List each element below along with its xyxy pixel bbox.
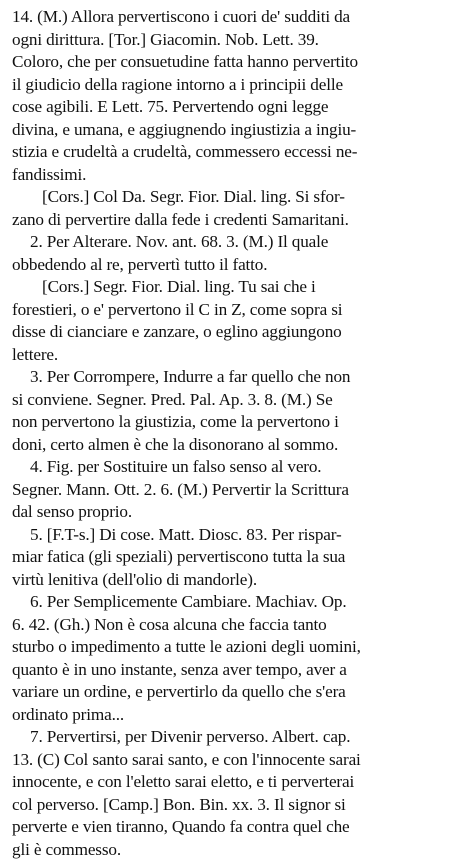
entry-line: lettere. <box>12 344 462 367</box>
entry-line: sturbo o impedimento a tutte le azioni degli uomini, <box>12 636 462 659</box>
entry-line: 14. (M.) Allora pervertiscono i cuori de' sudditi da <box>12 6 462 29</box>
entry-line: innocente, e con l'eletto sarai eletto, e ti perverterai <box>12 771 462 794</box>
entry-line: 2. Per Alterare. Nov. ant. 68. 3. (M.) Il quale <box>12 231 462 254</box>
entry-line: Segner. Mann. Ott. 2. 6. (M.) Pervertir la Scrittura <box>12 479 462 502</box>
entry-line: fandissimi. <box>12 164 462 187</box>
entry-line: virtù lenitiva (dell'olio di mandorle). <box>12 569 462 592</box>
entry-line: si conviene. Segner. Pred. Pal. Ap. 3. 8. (M.) Se <box>12 389 462 412</box>
entry-line: il giudicio della ragione intorno a i principii delle <box>12 74 462 97</box>
entry-line: quanto è in uno instante, senza aver tempo, aver a <box>12 659 462 682</box>
entry-line: 7. Pervertirsi, per Divenir perverso. Albert. cap. <box>12 726 462 749</box>
entry-line: doni, certo almen è che la disonorano al sommo. <box>12 434 462 457</box>
entry-line: [Cors.] Segr. Fior. Dial. ling. Tu sai che i <box>12 276 462 299</box>
entry-line: divina, e umana, e aggiugnendo ingiustizia a ingiu- <box>12 119 462 142</box>
entry-line: 6. 42. (Gh.) Non è cosa alcuna che faccia tanto <box>12 614 462 637</box>
entry-line: col perverso. [Camp.] Bon. Bin. xx. 3. Il signor si <box>12 794 462 817</box>
entry-line: stizia e crudeltà a crudeltà, commessero eccessi ne- <box>12 141 462 164</box>
entry-line: forestieri, o e' pervertono il C in Z, come sopra si <box>12 299 462 322</box>
entry-line: disse di cianciare e zanzare, o eglino aggiungono <box>12 321 462 344</box>
entry-line: non pervertono la giustizia, come la pervertono i <box>12 411 462 434</box>
entry-line: 3. Per Corrompere, Indurre a far quello che non <box>12 366 462 389</box>
entry-line: variare un ordine, e pervertirlo da quello che s'era <box>12 681 462 704</box>
entry-line: gli è commesso. <box>12 839 462 861</box>
entry-line: zano di pervertire dalla fede i credenti Samaritani. <box>12 209 462 232</box>
entry-line: miar fatica (gli speziali) pervertiscono tutta la sua <box>12 546 462 569</box>
entry-line: perverte e vien tiranno, Quando fa contra quel che <box>12 816 462 839</box>
entry-line: ogni dirittura. [Tor.] Giacomin. Nob. Lett. 39. <box>12 29 462 52</box>
entry-line: 13. (C) Col santo sarai santo, e con l'innocente sarai <box>12 749 462 772</box>
entry-line: cose agibili. E Lett. 75. Pervertendo ogni legge <box>12 96 462 119</box>
entry-line: [Cors.] Col Da. Segr. Fior. Dial. ling. Si sfor- <box>12 186 462 209</box>
entry-line: ordinato prima... <box>12 704 462 727</box>
entry-line: obbedendo al re, pervertì tutto il fatto. <box>12 254 462 277</box>
entry-line: dal senso proprio. <box>12 501 462 524</box>
entry-line: 4. Fig. per Sostituire un falso senso al vero. <box>12 456 462 479</box>
entry-line: 6. Per Semplicemente Cambiare. Machiav. Op. <box>12 591 462 614</box>
entry-line: Coloro, che per consuetudine fatta hanno pervertito <box>12 51 462 74</box>
entry-line: 5. [F.T-s.] Di cose. Matt. Diosc. 83. Per rispar- <box>12 524 462 547</box>
